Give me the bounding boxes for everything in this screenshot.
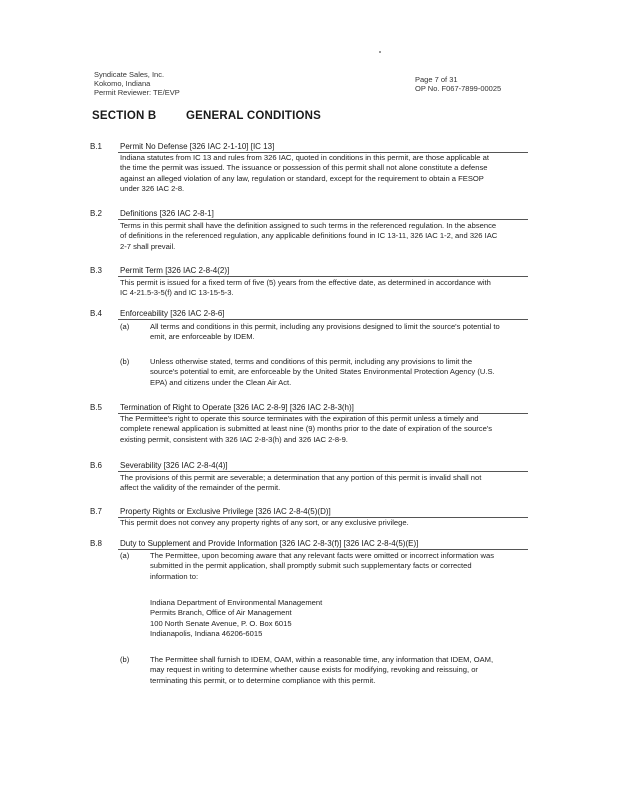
section-title bbox=[92, 110, 322, 122]
address-line: 100 North Senate Avenue, P. O. Box 6015 bbox=[150, 618, 292, 628]
condition-body: This permit is issued for a fixed term of five (5) years from the effective date, as determined in accordance with IC 4-21.5-3-5(f) and IC 13-15-5-3. bbox=[120, 278, 491, 298]
condition-heading: Permit No Defense [326 IAC 2-1-10] [IC 13] bbox=[120, 142, 275, 151]
header-company: Syndicate Sales, Inc. bbox=[94, 70, 165, 79]
condition-body: The provisions of this permit are severable; a determination that any portion of this permit is invalid shall not affect the validity of the remainder of the permit. bbox=[120, 473, 482, 493]
address-line: Permits Branch, Office of Air Management bbox=[150, 608, 292, 618]
scan-speck bbox=[379, 51, 381, 53]
condition-number: B.7 bbox=[90, 507, 103, 516]
condition-heading: Property Rights or Exclusive Privilege [326 IAC 2-8-4(5)(D)] bbox=[120, 507, 331, 516]
condition-body: Indiana statutes from IC 13 and rules from 326 IAC, quoted in conditions in this permit, are those applicable at the time the permit was issued. The issuance or possession of this permit shall not alone constitute a defense against an alleged violation of any law, regulation or standard, except for the requirement to obtain a FESOP under 326 IAC 2-8. bbox=[120, 153, 489, 194]
condition-body: This permit does not convey any property rights of any sort, or any exclusive privilege. bbox=[120, 518, 409, 527]
sub-item-text: All terms and conditions in this permit, including any provisions designed to limit the source's potential to emit, are enforceable by IDEM. bbox=[150, 322, 500, 342]
address-line: Indiana Department of Environmental Management bbox=[150, 598, 323, 607]
heading-rule bbox=[118, 219, 528, 220]
condition-heading: Enforceability [326 IAC 2-8-6] bbox=[120, 309, 225, 318]
header-right bbox=[415, 75, 501, 93]
sub-item-label: (b) bbox=[120, 655, 130, 664]
heading-rule bbox=[118, 319, 528, 320]
condition-heading: Termination of Right to Operate [326 IAC 2-8-9] [326 IAC 2-8-3(h)] bbox=[120, 403, 354, 412]
heading-rule bbox=[118, 471, 528, 472]
condition-number: B.3 bbox=[90, 266, 103, 275]
sub-item-text: The Permittee shall furnish to IDEM, OAM, within a reasonable time, any information that IDEM, OAM, may request in writing to determine whether cause exists for modifying, revoking and reissuing, or terminating this permit, or to determine compliance with this permit. bbox=[150, 655, 494, 685]
header-reviewer: Permit Reviewer: TE/EVP bbox=[94, 88, 180, 97]
mailing-address bbox=[150, 598, 322, 640]
sub-item-text: The Permittee, upon becoming aware that any relevant facts were omitted or incorrect information was submitted in the permit application, shall promptly submit such supplementary facts or corrected information to: bbox=[150, 551, 494, 581]
header-location: Kokomo, Indiana bbox=[94, 79, 151, 88]
header-page-number: Page 7 of 31 bbox=[415, 75, 458, 84]
sub-item-label: (a) bbox=[120, 322, 130, 331]
section-heading: GENERAL CONDITIONS bbox=[186, 110, 322, 122]
sub-item-label: (a) bbox=[120, 551, 130, 560]
condition-body: The Permittee's right to operate this source terminates with the expiration of this permit unless a timely and complete renewal application is submitted at least nine (9) months prior to the date of expiration of the source's existing permit, consistent with 326 IAC 2-8-3(h) and 326 IAC 2-8-9. bbox=[120, 414, 493, 444]
condition-number: B.1 bbox=[90, 142, 103, 151]
condition-number: B.8 bbox=[90, 539, 103, 548]
sub-item-label: (b) bbox=[120, 357, 130, 366]
condition-heading: Severability [326 IAC 2-8-4(4)] bbox=[120, 461, 228, 470]
condition-heading: Permit Term [326 IAC 2-8-4(2)] bbox=[120, 266, 230, 275]
heading-rule bbox=[118, 549, 528, 550]
condition-heading: Duty to Supplement and Provide Information [326 IAC 2-8-3(f)] [326 IAC 2-8-4(5)(E)] bbox=[120, 539, 419, 548]
header-left bbox=[94, 70, 180, 97]
condition-heading: Definitions [326 IAC 2-8-1] bbox=[120, 209, 214, 218]
condition-number: B.6 bbox=[90, 461, 103, 470]
header-permit-number: OP No. F067-7899-00025 bbox=[415, 84, 502, 93]
condition-number: B.4 bbox=[90, 309, 103, 318]
heading-rule bbox=[118, 276, 528, 277]
section-label: SECTION B bbox=[92, 110, 157, 122]
condition-number: B.5 bbox=[90, 403, 103, 412]
address-line: Indianapolis, Indiana 46206-6015 bbox=[150, 629, 263, 639]
condition-body: Terms in this permit shall have the definition assigned to such terms in the referenced regulation. In the absence of definitions in the referenced regulation, any applicable definitions found in IC 13-11, 326 IAC 1-2, and 326 IAC 2-7 shall prevail. bbox=[120, 221, 498, 251]
condition-number: B.2 bbox=[90, 209, 103, 218]
sub-item-text: Unless otherwise stated, terms and conditions of this permit, including any provisions to limit the source's potential to emit, are enforceable by the United States Environmental Protection Agency (U.S. EPA) and citizens under the Clean Air Act. bbox=[150, 357, 495, 387]
